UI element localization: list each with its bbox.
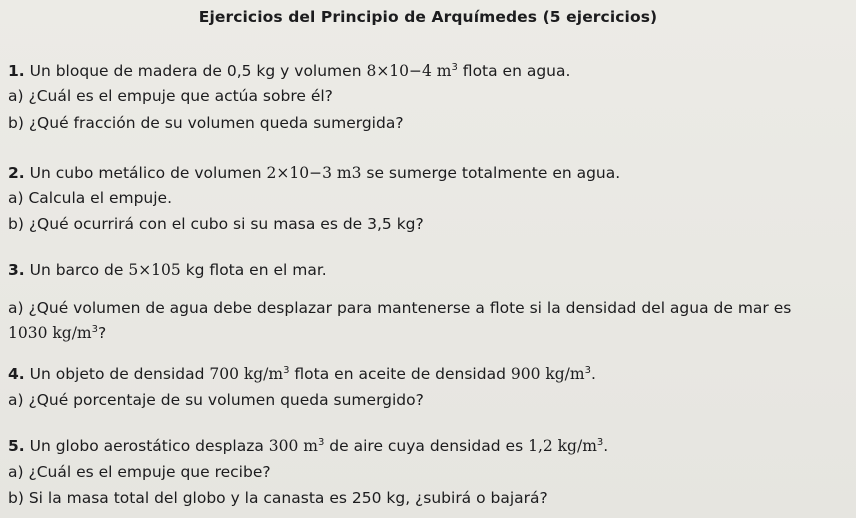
exercise-2-statement — [8, 163, 620, 183]
exercise-5-text-2: de aire cuya densidad es — [324, 437, 529, 455]
exercise-2-volume: 2×10−3 m3 — [266, 164, 362, 182]
exercise-5-volume-exponent: 3 — [318, 437, 325, 448]
exercise-5-volume: 300 m — [268, 437, 318, 455]
exercise-3-question-mark: ? — [97, 324, 107, 342]
exercise-1-text-1: Un bloque de madera de 0,5 kg y volumen — [29, 62, 367, 80]
exercise-4-object-density: 700 kg/m — [209, 365, 284, 383]
exercise-4-object-density-exponent: 3 — [283, 365, 290, 376]
exercise-3-mass: 5×105 — [128, 261, 181, 279]
exercise-2-text-2: se sumerge totalmente en agua. — [361, 164, 621, 182]
exercise-3-statement — [8, 260, 327, 280]
exercise-5-air-density: 1,2 kg/m — [528, 437, 597, 455]
exercise-5-statement — [8, 436, 608, 456]
exercise-1-text-2: flota en agua. — [457, 62, 571, 80]
exercise-4-text-2: flota en aceite de densidad — [289, 365, 511, 383]
exercise-5-air-density-exponent: 3 — [596, 437, 604, 448]
exercise-3-text-1: Un barco de — [29, 261, 129, 279]
exercise-4-statement — [8, 364, 596, 384]
exercise-3-number: 3. — [8, 261, 25, 279]
exercise-4-oil-density-exponent: 3 — [584, 365, 591, 376]
exercise-2-text-1: Un cubo metálico de volumen — [29, 164, 267, 182]
exercise-2-question-b: b) ¿Qué ocurrirá con el cubo si su masa es de 3,5 kg? — [8, 215, 424, 233]
exercise-1-volume: 8×10−4 m — [366, 62, 452, 80]
exercise-2-question-a: a) Calcula el empuje. — [8, 189, 173, 207]
exercise-5-question-a: a) ¿Cuál es el empuje que recibe? — [8, 463, 271, 481]
exercise-4-oil-density: 900 kg/m — [510, 365, 585, 383]
exercise-2-number: 2. — [8, 164, 25, 182]
exercise-1-question-b: b) ¿Qué fracción de su volumen queda sumergida? — [8, 114, 404, 132]
exercise-3-text-2: kg flota en el mar. — [180, 261, 327, 279]
exercise-1-statement — [8, 61, 570, 81]
exercise-5-text-3: . — [603, 437, 609, 455]
exercise-3-density-exponent: 3 — [91, 324, 98, 335]
exercise-4-text-3: . — [590, 365, 596, 383]
exercise-4-question-a: a) ¿Qué porcentaje de su volumen queda sumergido? — [8, 391, 424, 409]
exercise-5-number: 5. — [8, 437, 25, 455]
exercise-3-density: 1030 kg/m — [8, 324, 92, 342]
exercise-1-number: 1. — [8, 62, 25, 80]
exercise-3-question-a: a) ¿Qué volumen de agua debe desplazar para mantenerse a flote si la densidad del agua de mar es — [8, 299, 792, 317]
exercise-4-text-1: Un objeto de densidad — [29, 365, 210, 383]
exercise-5-text-1: Un globo aerostático desplaza — [29, 437, 269, 455]
exercise-4-number: 4. — [8, 365, 25, 383]
exercise-1-volume-exponent: 3 — [451, 62, 458, 73]
exercise-3-question-a-continued — [8, 323, 106, 343]
exercise-1-question-a: a) ¿Cuál es el empuje que actúa sobre él? — [8, 87, 333, 105]
page-title: Ejercicios del Principio de Arquímedes (5 ejercicios) — [198, 8, 658, 26]
exercise-5-question-b: b) Si la masa total del globo y la canasta es 250 kg, ¿subirá o bajará? — [8, 489, 548, 507]
